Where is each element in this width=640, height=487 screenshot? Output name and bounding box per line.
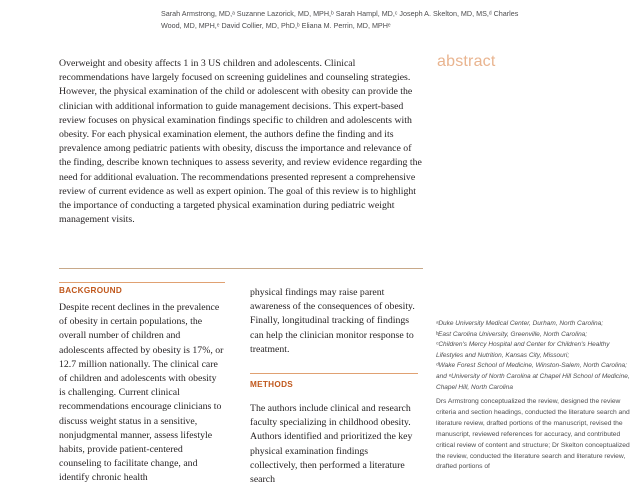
background-rule xyxy=(59,282,225,283)
author-list: Sarah Armstrong, MD,ᵃ Suzanne Lazorick, MD, MPH,ᵇ Sarah Hampl, MD,ᶜ Joseph A. Skelton, MD, MS,ᵈ Charles Wood, MD, MPH,ᵉ David Collier, MD, PhD,ᵇ Eliana M. Perrin, MD, MPHᵉ xyxy=(161,9,519,30)
methods-rule xyxy=(250,373,418,374)
section-divider xyxy=(59,268,423,269)
affiliation-item: ᵈWake Forest School of Medicine, Winston-Salem, North Carolina; and ᵉUniversity of North Carolina at Chapel Hill School of Medicine, Chapel Hill, North Carolina xyxy=(436,362,630,391)
affiliation-item: ᶜChildren's Mercy Hospital and Center for Children's Healthy Lifestyles and Nutrition, Kansas City, Missouri; xyxy=(436,341,610,359)
background-column xyxy=(59,301,225,486)
affiliation-item: ᵃDuke University Medical Center, Durham, North Carolina; xyxy=(436,320,604,327)
methods-text: The authors include clinical and research faculty specializing in childhood obesity. Authors identified and prioritized the key physical examination findings collectively, then performed a literature search xyxy=(250,403,413,486)
affiliations xyxy=(436,319,632,393)
background-text: Despite recent declines in the prevalence of obesity in certain populations, the overall number of children and adolescents affected by obesity is 17%, or 12.7 million nationally. The clinical care of children and adolescents with obesity is challenging. Current clinical recommendations encourage clinicians to discuss weight status in a sensitive, nonjudgmental manner, assess lifestyle habits, provide patient-centered counseling to facilitate change, and identify chronic health xyxy=(59,302,224,484)
abstract-heading: abstract xyxy=(437,53,496,70)
author-contributions: Drs Armstrong conceptualized the review, designed the review criteria and section headings, conducted the literature search and literature review, drafted portions of the manuscript, revised the manuscript, reviewed references for accuracy, and contributed critical review of content and structure; Dr Skelton conceptualized the review, conducted the literature search and literature review, drafted portions of xyxy=(436,398,630,471)
background-heading: BACKGROUND xyxy=(59,286,123,295)
abstract-text: Overweight and obesity affects 1 in 3 US children and adolescents. Clinical recommendations have largely focused on screening guidelines and counseling strategies. However, the physical examination of the child or adolescent with obesity can provide the clinician with additional information to guide management decisions. This expert-based review focuses on physical examination findings specific to children and adolescents with obesity. For each physical examination element, the authors define the finding and its prevalence among pediatric patients with obesity, discuss the importance and relevance of the finding, describe known techniques to assess severity, and review evidence regarding the need for additional evaluation. The recommendations presented represent a comprehensive review of current evidence as well as expert opinion. The goal of this review is to highlight the importance of conducting a targeted physical examination during pediatric weight management visits. xyxy=(59,58,422,226)
continuation-column xyxy=(250,286,418,357)
methods-heading: METHODS xyxy=(250,380,294,389)
continuation-text: physical findings may raise parent awareness of the consequences of obesity. Finally, longitudinal tracking of findings can help the clinician monitor response to treatment. xyxy=(250,287,415,355)
affiliation-item: ᵇEast Carolina University, Greenville, North Carolina; xyxy=(436,330,588,338)
methods-column xyxy=(250,402,418,487)
